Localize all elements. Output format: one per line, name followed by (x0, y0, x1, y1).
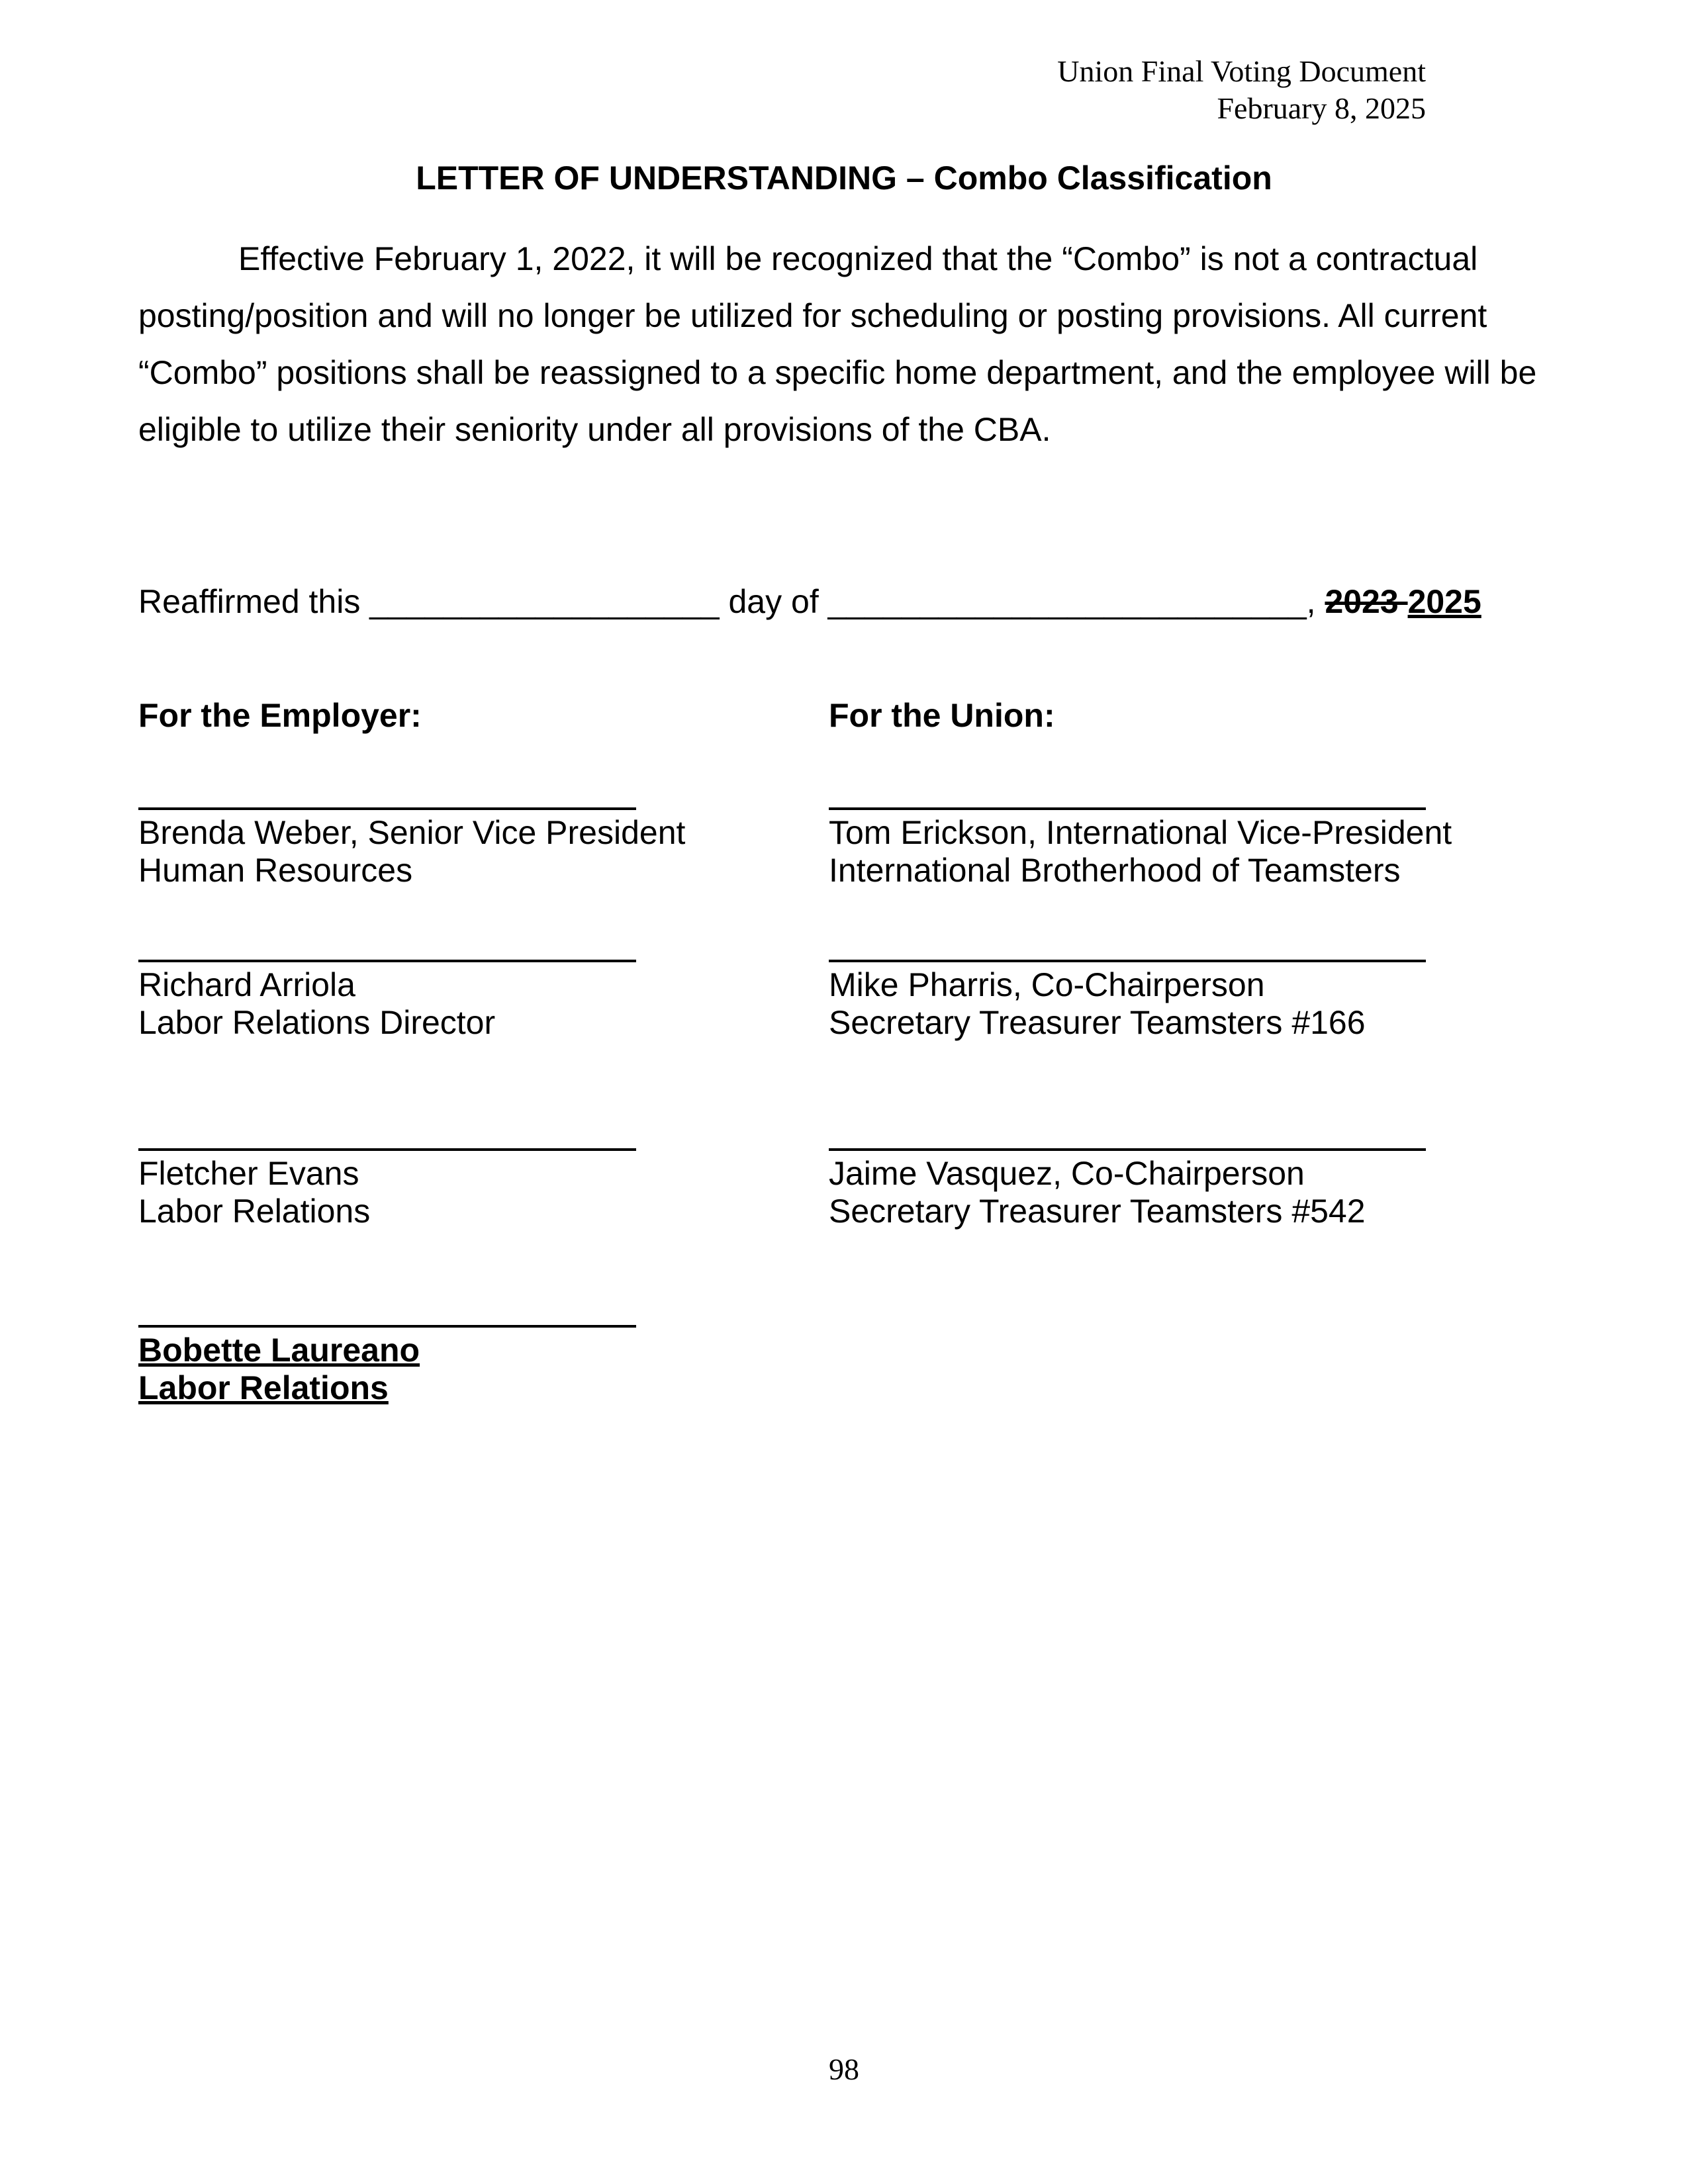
reaffirm-middle: day of (728, 583, 819, 620)
page-number: 98 (829, 2052, 859, 2086)
union-signature-block (829, 807, 1452, 889)
union-signature-block (829, 960, 1426, 1042)
signatory-name: Jaime Vasquez, Co-Chairperson (829, 1155, 1305, 1192)
body-paragraph-text: Effective February 1, 2022, it will be recognized that the “Combo” is not a contractual posting/position and will no longer be utilized for scheduling or posting provisions. All current “Combo” positions shall be reassigned to a specific home department, and the employee will be eligible to utilize their seniority under all provisions of the CBA. (138, 240, 1537, 448)
reaffirm-day-blank[interactable]: ___________________ (369, 583, 720, 620)
employer-signature-block (138, 807, 685, 889)
signature-line[interactable] (829, 960, 1426, 962)
signatory-title: Labor Relations Director (138, 1004, 496, 1041)
union-heading: For the Union: (829, 697, 1055, 734)
reaffirm-old-year: 2023 (1325, 583, 1408, 620)
signatory-name: Brenda Weber, Senior Vice President (138, 814, 686, 851)
signatory-title: Labor Relations (138, 1369, 389, 1406)
signatory-name: Bobette Laureano (138, 1332, 420, 1369)
signatory-name: Mike Pharris, Co-Chairperson (829, 966, 1265, 1003)
reaffirm-prefix: Reaffirmed this (138, 583, 361, 620)
reaffirm-line (138, 581, 1481, 622)
employer-signature-block (138, 1148, 636, 1230)
signatory-name: Fletcher Evans (138, 1155, 359, 1192)
employer-signature-block-added (138, 1325, 636, 1407)
signature-line[interactable] (138, 960, 636, 962)
signatory-name: Tom Erickson, International Vice-President (829, 814, 1452, 851)
signature-line[interactable] (829, 807, 1426, 810)
document-header (1057, 53, 1426, 127)
reaffirm-comma: , (1306, 583, 1316, 620)
header-status: Union Final Voting Document (1057, 54, 1426, 88)
signature-line[interactable] (138, 807, 636, 810)
signatory-title: Secretary Treasurer Teamsters #166 (829, 1004, 1366, 1041)
signatory-title: Human Resources (138, 852, 413, 889)
signature-line[interactable] (138, 1325, 636, 1328)
page-title: LETTER OF UNDERSTANDING – Combo Classification (416, 159, 1272, 197)
signatory-title: International Brotherhood of Teamsters (829, 852, 1401, 889)
union-signature-block (829, 1148, 1426, 1230)
employer-signature-block (138, 960, 636, 1042)
header-date: February 8, 2025 (1217, 91, 1426, 125)
body-paragraph (138, 230, 1562, 458)
signatory-name: Richard Arriola (138, 966, 355, 1003)
signatory-title: Labor Relations (138, 1193, 371, 1230)
signature-line[interactable] (138, 1148, 636, 1151)
reaffirm-new-year: 2025 (1407, 583, 1481, 620)
signature-line[interactable] (829, 1148, 1426, 1151)
reaffirm-month-blank[interactable]: __________________________ (827, 583, 1307, 620)
employer-heading: For the Employer: (138, 697, 422, 734)
signatory-title: Secretary Treasurer Teamsters #542 (829, 1193, 1366, 1230)
